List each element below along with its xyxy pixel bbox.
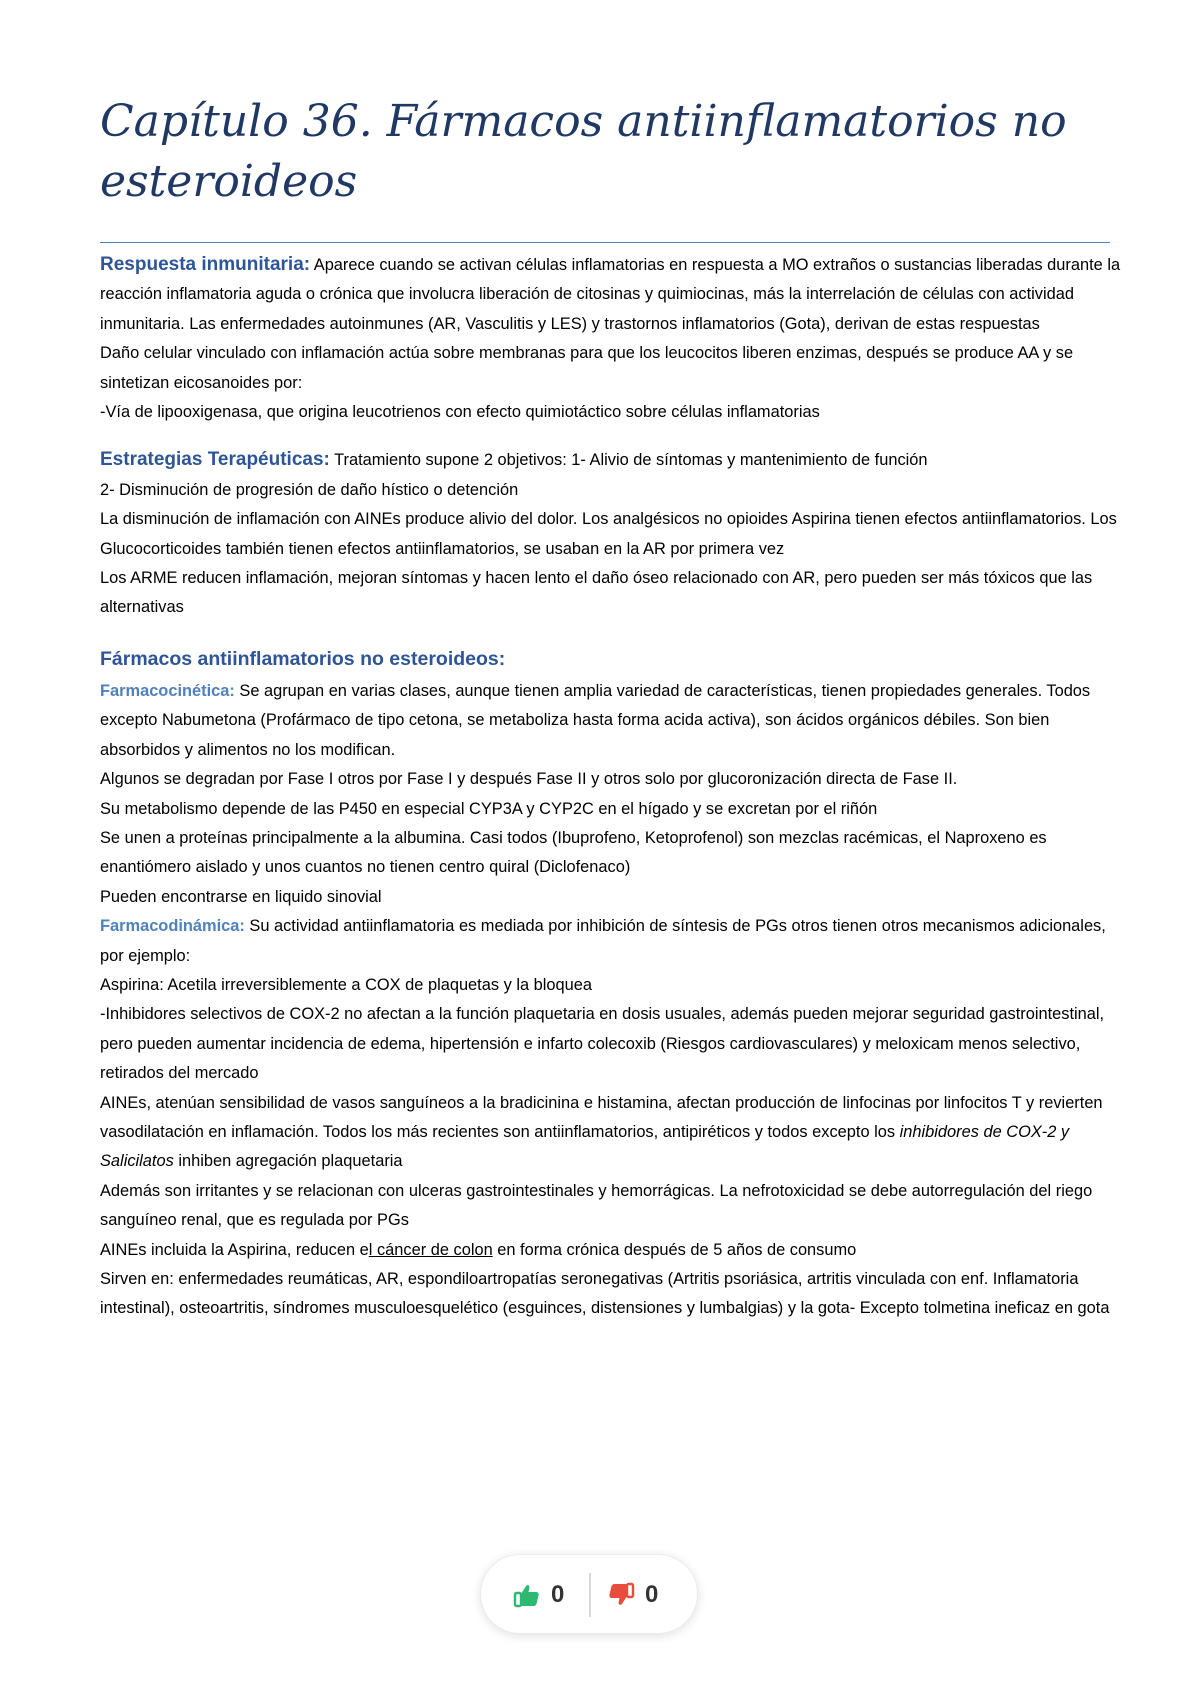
paragraph: Algunos se degradan por Fase I otros por Fase I y después Fase II y otros solo por glucoronización directa de Fase II. xyxy=(100,770,958,789)
vote-divider xyxy=(589,1573,591,1617)
paragraph xyxy=(100,677,1130,765)
title-divider xyxy=(100,242,1110,243)
paragraph-text: Aparece cuando se activan células inflamatorias en respuesta a MO extraños o sustancias liberadas durante la reacción inflamatoria aguda o crónica que involucra liberación de citosinas y quimiocinas, más la interrelación de células con actividad inmunitaria. Las enfermedades autoinmunes (AR, Vasculitis y LES) y trastornos inflamatorios (Gota), derivan de estas respuestas xyxy=(100,256,1121,333)
paragraph: La disminución de inflamación con AINEs produce alivio del dolor. Los analgésicos no opioides Aspirina tienen efectos antiinflamatorios. Los Glucocorticoides también tienen efectos antiinflamatorios, se usaban en la AR por primera vez xyxy=(100,510,1117,558)
page-title: Capítulo 36. Fármacos antiinflamatorios no esteroideos xyxy=(100,96,1067,207)
upvote-count: 0 xyxy=(551,1581,565,1608)
paragraph xyxy=(100,912,1130,971)
upvote-button[interactable] xyxy=(511,1579,581,1611)
paragraph xyxy=(100,1236,1130,1265)
paragraph xyxy=(100,445,1130,475)
paragraph-text: AINEs incluida la Aspirina, reducen e xyxy=(100,1240,369,1259)
paragraph: Su metabolismo depende de las P450 en especial CYP3A y CYP2C en el hígado y se excretan por el riñón xyxy=(100,799,878,818)
section-heading: Estrategias Terapéuticas: xyxy=(100,449,330,471)
document-body xyxy=(100,250,1130,1324)
paragraph-text: Se agrupan en varias clases, aunque tienen amplia variedad de características, tienen propiedades generales. Todos excepto Nabumetona (Profármaco de tipo cetona, se metaboliza hasta forma acida activa), son ácidos orgánicos débiles. Son bien absorbidos y alimentos no los modifican. xyxy=(100,681,1091,759)
downvote-button[interactable] xyxy=(605,1579,675,1611)
paragraph: -Vía de lipooxigenasa, que origina leucotrienos con efecto quimiotáctico sobre células inflamatorias xyxy=(100,403,820,422)
vote-widget xyxy=(480,1554,698,1634)
paragraph: 2- Disminución de progresión de daño hístico o detención xyxy=(100,480,519,499)
section-estrategias-terapeuticas xyxy=(100,445,1130,622)
paragraph: Pueden encontrarse en liquido sinovial xyxy=(100,887,382,906)
paragraph: Aspirina: Acetila irreversiblemente a COX de plaquetas y la bloquea xyxy=(100,975,592,994)
subsection-heading: Farmacocinética: xyxy=(100,681,235,700)
downvote-count: 0 xyxy=(645,1581,659,1608)
paragraph: Los ARME reducen inflamación, mejoran síntomas y hacen lento el daño óseo relacionado con AR, pero pueden ser más tóxicos que las alternativas xyxy=(100,569,1093,617)
paragraph: Daño celular vinculado con inflamación actúa sobre membranas para que los leucocitos liberen enzimas, después se produce AA y se sintetizan eicosanoides por: xyxy=(100,344,1074,392)
paragraph: -Inhibidores selectivos de COX-2 no afectan a la función plaquetaria en dosis usuales, además pueden mejorar seguridad gastrointestinal, pero pueden aumentar incidencia de edema, hipertensión e infarto colecoxib (Riesgos cardiovasculares) y meloxicam menos selectivo, retirados del mercado xyxy=(100,1005,1105,1083)
paragraph xyxy=(100,1089,1130,1177)
paragraph-text: AINEs, atenúan sensibilidad de vasos sanguíneos a la bradicinina e histamina, afectan producción de linfocinas por linfocitos T y revierten vasodilatación en inflamación. Todos los más recientes son antiinflamatorios, antipiréticos y todos excepto los xyxy=(100,1093,1103,1141)
paragraph-text: inhiben agregación plaquetaria xyxy=(173,1152,403,1171)
paragraph-text: Su actividad antiinflamatoria es mediada por inhibición de síntesis de PGs otros tienen otros mecanismos adicionales, por ejemplo: xyxy=(100,917,1106,965)
italic-text: inhibidores de COX-2 y Salicilatos xyxy=(100,1122,1070,1171)
section-farmacos-aine xyxy=(100,641,1130,1324)
underlined-text: l cáncer de colon xyxy=(368,1240,493,1259)
paragraph: Se unen a proteínas principalmente a la albumina. Casi todos (Ibuprofeno, Ketoprofenol) son mezclas racémicas, el Naproxeno es enantiómero aislado y unos cuantos no tienen centro quiral (Diclofenaco) xyxy=(100,828,1047,877)
thumbs-down-icon xyxy=(605,1579,637,1611)
section-heading: Respuesta inmunitaria: xyxy=(100,254,311,275)
section-respuesta-inmunitaria xyxy=(100,250,1130,427)
paragraph: Sirven en: enfermedades reumáticas, AR, espondiloartropatías seronegativas (Artritis psoriásica, artritis vinculada con enf. Inflamatoria intestinal), osteoartritis, síndromes musculoesquelético (esguinces, distensiones y lumbalgias) y la gota- Excepto tolmetina ineficaz en gota xyxy=(100,1270,1110,1318)
subsection-heading: Farmacodinámica: xyxy=(100,917,245,936)
paragraph-text: Tratamiento supone 2 objetivos: 1- Alivio de síntomas y mantenimiento de función xyxy=(329,451,928,470)
paragraph-text: en forma crónica después de 5 años de consumo xyxy=(492,1240,857,1259)
paragraph xyxy=(100,250,1130,339)
thumbs-up-icon xyxy=(511,1579,543,1611)
paragraph: Además son irritantes y se relacionan con ulceras gastrointestinales y hemorrágicas. La nefrotoxicidad se debe autorregulación del riego sanguíneo renal, que es regulada por PGs xyxy=(100,1181,1093,1230)
section-heading: Fármacos antiinflamatorios no esteroideos: xyxy=(100,647,506,670)
